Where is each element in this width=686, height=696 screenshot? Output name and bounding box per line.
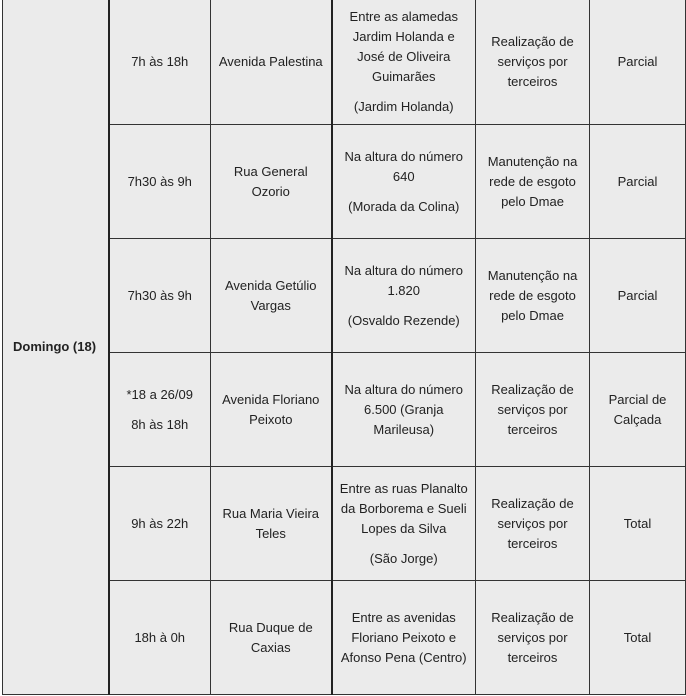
- location-text: Na altura do número 1.820: [344, 262, 463, 298]
- day-label: Domingo (18): [13, 338, 97, 354]
- reason-text: Realização de serviços por terceiros: [491, 33, 574, 89]
- location-text: (São Jorge): [369, 550, 438, 566]
- type-text: Parcial: [617, 287, 658, 303]
- time-cell: [109, 353, 211, 467]
- reason-cell: [476, 125, 590, 239]
- time-text: 9h às 22h: [131, 515, 189, 531]
- table-body: [3, 0, 686, 695]
- type-text: Parcial de Calçada: [608, 391, 667, 427]
- reason-cell: [476, 581, 590, 695]
- location-text: Entre as avenidas Floriano Peixoto e Afonso Pena (Centro): [340, 609, 467, 665]
- location-cell: [332, 581, 476, 695]
- street-cell: [211, 353, 332, 467]
- street-cell: [211, 239, 332, 353]
- reason-text: Realização de serviços por terceiros: [491, 381, 574, 437]
- street-text: Rua Duque de Caxias: [228, 619, 313, 655]
- location-cell: [332, 125, 476, 239]
- type-cell: [590, 353, 686, 467]
- time-text: 7h às 18h: [131, 53, 189, 69]
- location-text: Entre as alamedas Jardim Holanda e José de Oliveira Guimarães: [349, 8, 458, 84]
- time-cell: [109, 467, 211, 581]
- street-text: Avenida Getúlio Vargas: [224, 277, 317, 313]
- type-cell: [590, 581, 686, 695]
- type-cell: [590, 125, 686, 239]
- road-closures-table: [2, 0, 686, 695]
- reason-cell: [476, 467, 590, 581]
- reason-cell: [476, 239, 590, 353]
- street-cell: [211, 125, 332, 239]
- street-cell: [211, 581, 332, 695]
- street-cell: [211, 467, 332, 581]
- type-text: Total: [623, 515, 652, 531]
- type-text: Total: [623, 629, 652, 645]
- time-cell: [109, 581, 211, 695]
- location-text: (Osvaldo Rezende): [347, 312, 460, 328]
- time-cell: [109, 0, 211, 125]
- reason-text: Manutenção na rede de esgoto pelo Dmae: [487, 267, 578, 323]
- location-cell: [332, 353, 476, 467]
- time-cell: [109, 125, 211, 239]
- time-text: 7h30 às 9h: [127, 287, 192, 303]
- table-row: [3, 0, 686, 125]
- type-text: Parcial: [617, 173, 658, 189]
- street-text: Rua General Ozorio: [233, 163, 308, 199]
- time-text: 8h às 18h: [131, 416, 189, 432]
- street-text: Avenida Floriano Peixoto: [222, 391, 320, 427]
- time-cell: [109, 239, 211, 353]
- location-cell: [332, 239, 476, 353]
- street-cell: [211, 0, 332, 125]
- reason-cell: [476, 353, 590, 467]
- location-text: Entre as ruas Planalto da Borborema e Sueli Lopes da Silva: [339, 480, 468, 536]
- time-text: 7h30 às 9h: [127, 173, 192, 189]
- time-text: 18h à 0h: [134, 629, 186, 645]
- reason-text: Realização de serviços por terceiros: [491, 495, 574, 551]
- street-text: Rua Maria Vieira Teles: [222, 505, 320, 541]
- type-cell: [590, 0, 686, 125]
- type-text: Parcial: [617, 53, 658, 69]
- location-cell: [332, 0, 476, 125]
- day-cell: [3, 0, 109, 695]
- type-cell: [590, 467, 686, 581]
- type-cell: [590, 239, 686, 353]
- reason-cell: [476, 0, 590, 125]
- time-text: *18 a 26/09: [126, 386, 193, 402]
- location-text: (Morada da Colina): [348, 198, 460, 214]
- reason-text: Manutenção na rede de esgoto pelo Dmae: [487, 153, 578, 209]
- location-text: Na altura do número 6.500 (Granja Marileusa): [344, 381, 463, 437]
- street-text: Avenida Palestina: [218, 53, 323, 69]
- reason-text: Realização de serviços por terceiros: [491, 609, 574, 665]
- location-text: (Jardim Holanda): [353, 98, 454, 114]
- location-text: Na altura do número 640: [344, 148, 463, 184]
- location-cell: [332, 467, 476, 581]
